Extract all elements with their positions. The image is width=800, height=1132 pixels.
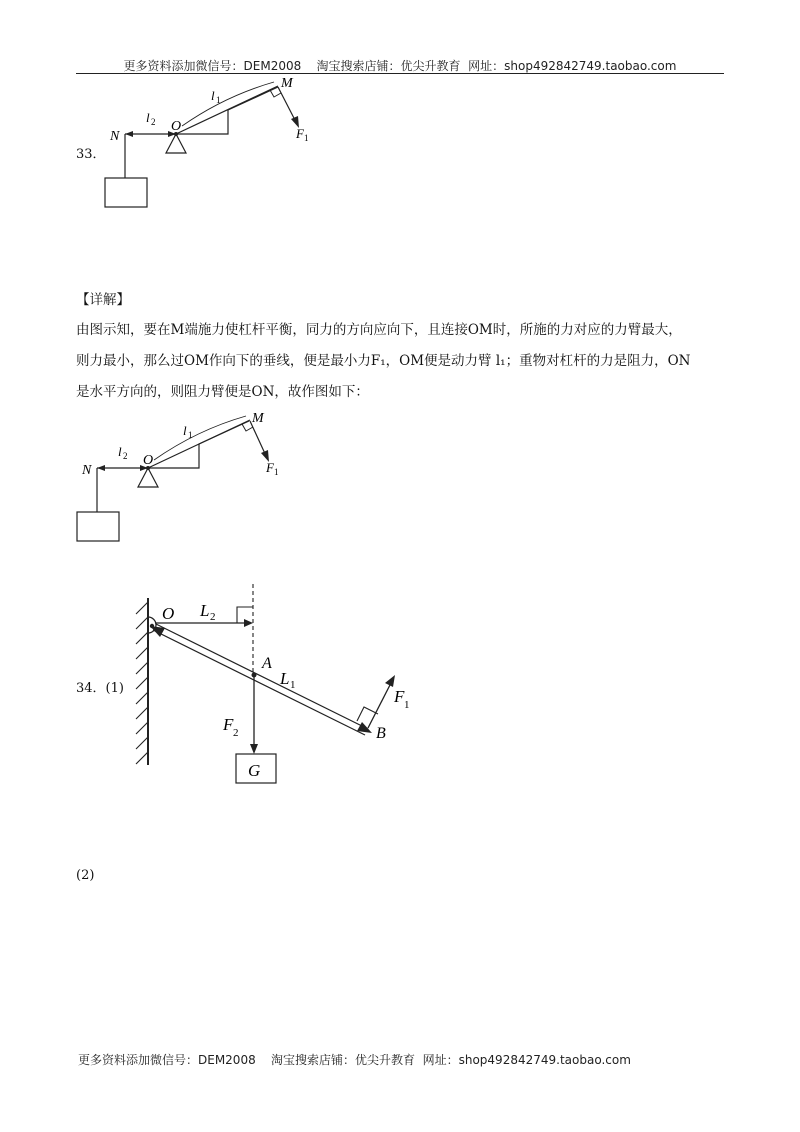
label-f1: F: [394, 687, 405, 706]
label-f1-sub: 1: [404, 699, 410, 711]
label-l1-sub: 1: [188, 430, 193, 440]
explanation-line-3: 是水平方向的，则阻力臂便是ON，故作图如下：: [76, 384, 369, 400]
label-f1-sub: 1: [304, 133, 309, 143]
label-m: M: [252, 411, 264, 426]
label-g: G: [248, 761, 261, 780]
explanation-line-2: 则力最小，那么过OM作向下的垂线，便是最小力F₁，OM便是动力臂 l₁；重物对杠杆的力是阻力，ON: [76, 353, 691, 369]
label-l1: L: [280, 669, 290, 688]
label-l2-sub: 2: [210, 611, 216, 623]
f1-arrowhead: [385, 675, 395, 687]
lever-diagram-33: [90, 70, 330, 210]
label-o: O: [162, 604, 175, 623]
label-l2-sub: 2: [123, 451, 128, 461]
question-33-number: 33．: [76, 147, 106, 162]
question-34-number: 34．(1): [76, 681, 124, 696]
label-n: N: [82, 463, 92, 478]
explanation-heading: 【详解】: [76, 292, 130, 308]
label-m: M: [281, 76, 293, 91]
question-34-part-2: (2): [76, 868, 95, 883]
lever-diagram-34: [125, 580, 430, 790]
label-f2: F: [223, 715, 234, 734]
fulcrum-triangle: [138, 468, 158, 487]
rod-edge-bottom: [153, 630, 365, 735]
label-f1: F: [296, 126, 304, 141]
page-header: 更多资料添加微信号：DEM2008 淘宝搜索店铺：优尖升教育 网址：shop492842749.taobao.com: [123, 59, 677, 73]
f2-arrowhead: [250, 744, 258, 754]
label-l2-sub: 2: [151, 117, 156, 127]
label-l1-sub: 1: [290, 679, 296, 691]
l2-arrowhead: [244, 619, 253, 627]
label-l2: L: [200, 601, 210, 620]
weight-box: [105, 178, 147, 207]
label-l1: l: [183, 423, 187, 438]
fulcrum-triangle: [166, 134, 186, 153]
lever-diagram-explanation: [70, 405, 310, 545]
wall-hatching: [136, 602, 148, 764]
l2-arrow-left: [125, 131, 133, 137]
label-l2: l: [146, 110, 150, 125]
om-line: [176, 86, 278, 134]
rod-edge-top: [156, 624, 368, 729]
label-b: B: [376, 725, 386, 742]
f1-arrow-line: [368, 681, 392, 728]
l2-arrow-left: [97, 465, 105, 471]
l1-arc: [154, 416, 246, 460]
label-f1: F: [266, 460, 274, 475]
label-f1-sub: 1: [274, 467, 279, 477]
label-n: N: [110, 129, 120, 144]
explanation-line-1: 由图示知，要在M端施力使杠杆平衡，同力的方向应向下，且连接OM时，所施的力对应的力臂最大，: [76, 322, 682, 338]
label-o: O: [143, 453, 154, 468]
right-angle-mark: [270, 90, 281, 97]
label-l2: l: [118, 444, 122, 459]
label-o: O: [171, 119, 182, 134]
label-f2-sub: 2: [233, 727, 239, 739]
label-l1-sub: 1: [216, 95, 221, 105]
label-a: A: [262, 655, 272, 672]
weight-box: [77, 512, 119, 541]
page-footer: 更多资料添加微信号：DEM2008 淘宝搜索店铺：优尖升教育 网址：shop492842749.taobao.com: [78, 1053, 631, 1067]
label-l1: l: [211, 88, 215, 103]
